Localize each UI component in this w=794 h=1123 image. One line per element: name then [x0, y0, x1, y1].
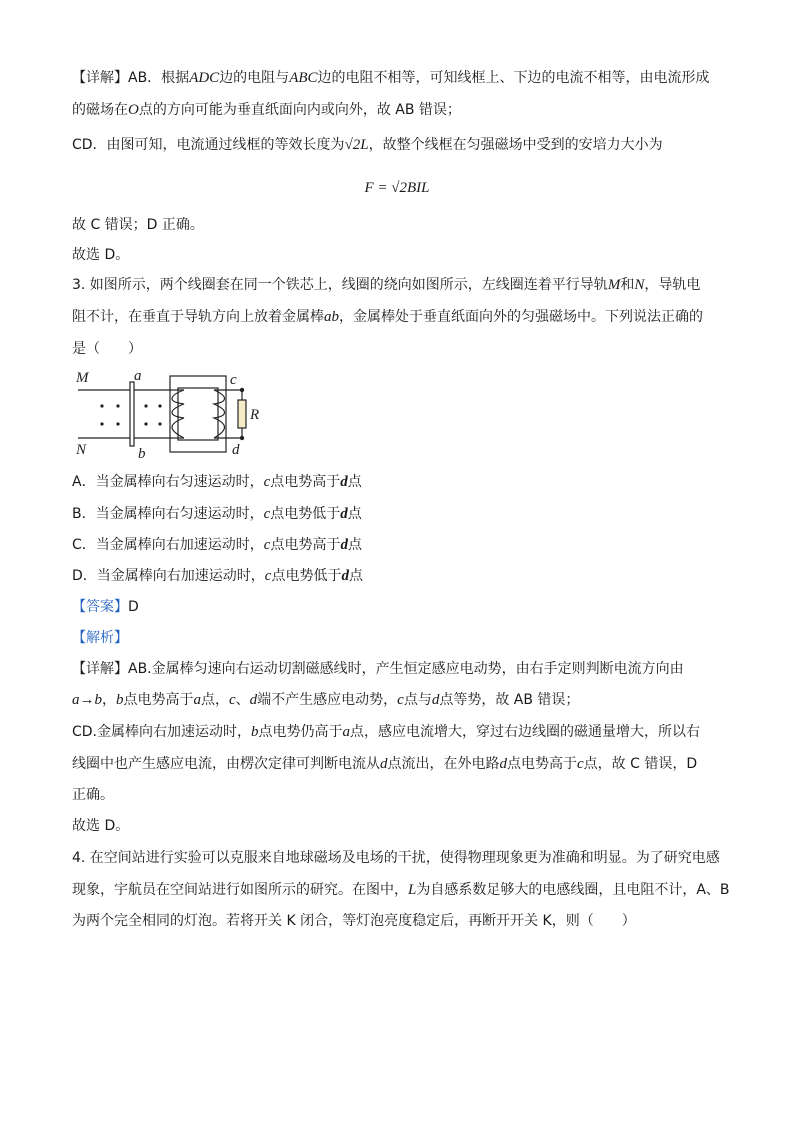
label-n: N — [76, 442, 87, 458]
iron-core-inner — [178, 388, 218, 440]
label-r: R — [250, 407, 260, 423]
label-c: c — [230, 372, 237, 388]
detail-line-4: 线圈中也产生感应电流，由楞次定律可判断电流从d点流出，在外电路d点电势高于c点，故 C 错误，D — [72, 756, 698, 772]
detail-line-5: 正确。 — [72, 787, 114, 803]
explanation-line-1: 【详解】AB．根据ADC边的电阻与ABC边的电阻不相等，可知线框上、下边的电流不相等，由电流形成 — [72, 70, 710, 86]
question-4-line-3: 为两个完全相同的灯泡。若将开关 K 闭合，等灯泡亮度稳定后，再断开开关 K，则（ ） — [72, 913, 636, 929]
question-3-line-2: 阻不计，在垂直于导轨方向上放着金属棒ab，金属棒处于垂直纸面向外的匀强磁场中。下列说法正确的 — [72, 309, 703, 325]
label-m: M — [76, 370, 89, 386]
circuit-diagram — [72, 366, 272, 462]
resistor — [238, 400, 246, 428]
option-c: C．当金属棒向右加速运动时，c点电势高于d点 — [72, 537, 362, 553]
terminal-c — [240, 388, 244, 392]
detail-line-1: 【详解】AB.金属棒匀速向右运动切割磁感线时，产生恒定感应电动势，由右手定则判断电流方向由 — [72, 661, 684, 677]
question-4-line-1: 4. 在空间站进行实验可以克服来自地球磁场及电场的干扰，使得物理现象更为准确和明显。为了研究电感 — [72, 850, 720, 866]
formula: F = √2BIL — [364, 180, 430, 196]
explanation-line-2: 的磁场在O点的方向可能为垂直纸面向内或向外，故 AB 错误； — [72, 102, 461, 118]
option-a: A．当金属棒向右匀速运动时，c点电势高于d点 — [72, 474, 362, 490]
detail-line-6: 故选 D。 — [72, 818, 130, 834]
option-d: D．当金属棒向右加速运动时，c点电势低于d点 — [72, 568, 363, 584]
option-b: B．当金属棒向右匀速运动时，c点电势低于d点 — [72, 506, 362, 522]
label-b: b — [138, 446, 146, 462]
question-4-line-2: 现象，宇航员在空间站进行如图所示的研究。在图中，L为自感系数足够大的电感线圈，且电阻不计，A、B — [72, 882, 730, 898]
question-3-line-3: 是（ ） — [72, 341, 142, 357]
answer — [72, 597, 139, 617]
detail-line-3: CD.金属棒向右加速运动时，b点电势仍高于a点，感应电流增大，穿过右边线圈的磁通量增大，所以右 — [72, 724, 701, 740]
detail-tag: 【详解】 — [72, 70, 128, 86]
label-d: d — [232, 442, 240, 458]
answer-value: D — [128, 599, 139, 615]
explanation-line-3: CD．由图可知，电流通过线框的等效长度为√2L，故整个线框在匀强磁场中受到的安培力大小为 — [72, 137, 663, 153]
right-coil — [214, 390, 225, 438]
analysis-tag: 【解析】 — [72, 630, 128, 646]
detail-line-2: a→b，b点电势高于a点，c、d端不产生感应电动势，c点与d点等势，故 AB 错误； — [72, 692, 580, 708]
question-3-line-1: 3. 如图所示，两个线圈套在同一个铁芯上，线圈的绕向如图所示，左线圈连着平行导轨M和N，导轨电 — [72, 277, 701, 293]
explanation-line-4: 故 C 错误；D 正确。 — [72, 217, 204, 233]
terminal-d — [240, 436, 244, 440]
label-a: a — [134, 368, 142, 384]
answer-tag: 【答案】 — [72, 599, 128, 615]
explanation-line-5: 故选 D。 — [72, 247, 130, 263]
metal-bar-ab — [130, 382, 134, 446]
